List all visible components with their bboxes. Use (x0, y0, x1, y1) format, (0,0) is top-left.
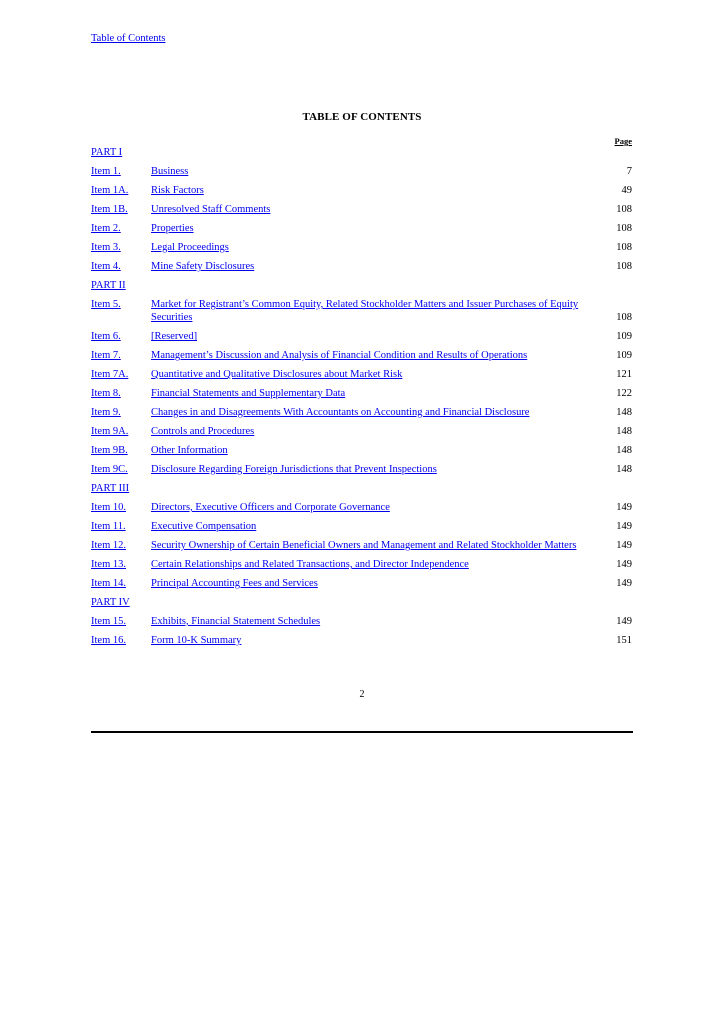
toc-row (91, 520, 632, 539)
toc-row (91, 463, 632, 482)
item-page-number: 148 (616, 445, 632, 456)
item-page-number: 149 (616, 502, 632, 513)
toc-row (91, 260, 632, 279)
item-title-link[interactable]: Certain Relationships and Related Transactions, and Director Independence (151, 559, 469, 570)
item-number-link[interactable]: Item 15. (91, 616, 126, 627)
toc-row (91, 387, 632, 406)
item-page-number: 148 (616, 407, 632, 418)
item-number-link[interactable]: Item 13. (91, 559, 126, 570)
item-page-number: 151 (616, 635, 632, 646)
item-page-number: 49 (621, 185, 632, 196)
toc-row (91, 425, 632, 444)
item-number-link[interactable]: Item 14. (91, 578, 126, 589)
item-number-link[interactable]: Item 5. (91, 299, 121, 310)
item-number-link[interactable]: Item 1. (91, 166, 121, 177)
toc-row (91, 241, 632, 260)
toc-row (91, 298, 632, 330)
item-page-number: 108 (616, 261, 632, 272)
item-page-number: 148 (616, 464, 632, 475)
item-number-link[interactable]: Item 9. (91, 407, 121, 418)
toc-row (91, 501, 632, 520)
item-number-link[interactable]: Item 12. (91, 540, 126, 551)
item-title-link[interactable]: [Reserved] (151, 331, 198, 342)
item-title-link[interactable]: Security Ownership of Certain Beneficial Owners and Management and Related Stockholder Matters (151, 540, 577, 551)
item-page-number: 149 (616, 616, 632, 627)
item-number-link[interactable]: Item 16. (91, 635, 126, 646)
item-title-link[interactable]: Management’s Discussion and Analysis of Financial Condition and Results of Operations (151, 350, 528, 361)
item-page-number: 149 (616, 540, 632, 551)
table-of-contents (91, 146, 632, 653)
toc-row (91, 330, 632, 349)
item-title-link[interactable]: Business (151, 166, 189, 177)
item-number-link[interactable]: Item 7. (91, 350, 121, 361)
item-number-link[interactable]: Item 1B. (91, 204, 128, 215)
toc-row (91, 406, 632, 425)
part-ii-link[interactable]: PART II (91, 280, 126, 291)
item-title-link[interactable]: Changes in and Disagreements With Accountants on Accounting and Financial Disclosure (151, 407, 530, 418)
item-number-link[interactable]: Item 1A. (91, 185, 129, 196)
item-title-link[interactable]: Principal Accounting Fees and Services (151, 578, 318, 589)
item-title-link[interactable]: Mine Safety Disclosures (151, 261, 255, 272)
item-page-number: 109 (616, 350, 632, 361)
item-title-link[interactable]: Executive Compensation (151, 521, 257, 532)
item-title-link[interactable]: Risk Factors (151, 185, 204, 196)
item-number-link[interactable]: Item 9C. (91, 464, 128, 475)
item-page-number: 109 (616, 331, 632, 342)
toc-row (91, 222, 632, 241)
item-title-link[interactable]: Form 10-K Summary (151, 635, 242, 646)
item-title-link[interactable]: Exhibits, Financial Statement Schedules (151, 616, 321, 627)
item-title-link[interactable]: Directors, Executive Officers and Corporate Governance (151, 502, 390, 513)
toc-row (91, 539, 632, 558)
toc-row (91, 558, 632, 577)
item-number-link[interactable]: Item 9B. (91, 445, 128, 456)
part-i-link[interactable]: PART I (91, 147, 123, 158)
toc-row (91, 184, 632, 203)
item-number-link[interactable]: Item 2. (91, 223, 121, 234)
item-title-link[interactable]: Market for Registrant’s Common Equity, Related Stockholder Matters and Issuer Purchases of Equity Securities (151, 299, 579, 323)
item-title-link[interactable]: Financial Statements and Supplementary Data (151, 388, 346, 399)
item-number-link[interactable]: Item 9A. (91, 426, 129, 437)
item-number-link[interactable]: Item 7A. (91, 369, 129, 380)
item-title-link[interactable]: Quantitative and Qualitative Disclosures about Market Risk (151, 369, 403, 380)
item-page-number: 122 (616, 388, 632, 399)
item-number-link[interactable]: Item 10. (91, 502, 126, 513)
toc-row (91, 444, 632, 463)
item-title-link[interactable]: Legal Proceedings (151, 242, 229, 253)
item-number-link[interactable]: Item 8. (91, 388, 121, 399)
toc-row (91, 165, 632, 184)
item-number-link[interactable]: Item 4. (91, 261, 121, 272)
toc-row (91, 349, 632, 368)
toc-row (91, 634, 632, 653)
item-title-link[interactable]: Other Information (151, 445, 228, 456)
item-page-number: 149 (616, 521, 632, 532)
item-page-number: 108 (616, 242, 632, 253)
item-page-number: 148 (616, 426, 632, 437)
item-page-number: 149 (616, 578, 632, 589)
item-page-number: 121 (616, 369, 632, 380)
table-of-contents-link[interactable]: Table of Contents (91, 33, 166, 44)
page-divider (91, 731, 633, 733)
item-page-number: 149 (616, 559, 632, 570)
item-number-link[interactable]: Item 6. (91, 331, 121, 342)
item-title-link[interactable]: Unresolved Staff Comments (151, 204, 271, 215)
part-iv-link[interactable]: PART IV (91, 597, 130, 608)
toc-row (91, 368, 632, 387)
toc-row (91, 615, 632, 634)
toc-row (91, 203, 632, 222)
page-number: 2 (359, 689, 365, 700)
item-page-number: 108 (616, 223, 632, 234)
item-title-link[interactable]: Properties (151, 223, 194, 234)
item-page-number: 108 (616, 312, 632, 323)
part-iii-link[interactable]: PART III (91, 483, 130, 494)
item-page-number: 7 (626, 166, 632, 177)
item-number-link[interactable]: Item 11. (91, 521, 126, 532)
item-number-link[interactable]: Item 3. (91, 242, 121, 253)
item-title-link[interactable]: Controls and Procedures (151, 426, 255, 437)
item-page-number: 108 (616, 204, 632, 215)
item-title-link[interactable]: Disclosure Regarding Foreign Jurisdictions that Prevent Inspections (151, 464, 437, 475)
page-title: TABLE OF CONTENTS (302, 111, 422, 123)
toc-row (91, 577, 632, 596)
page-column-header: Page (614, 136, 632, 146)
